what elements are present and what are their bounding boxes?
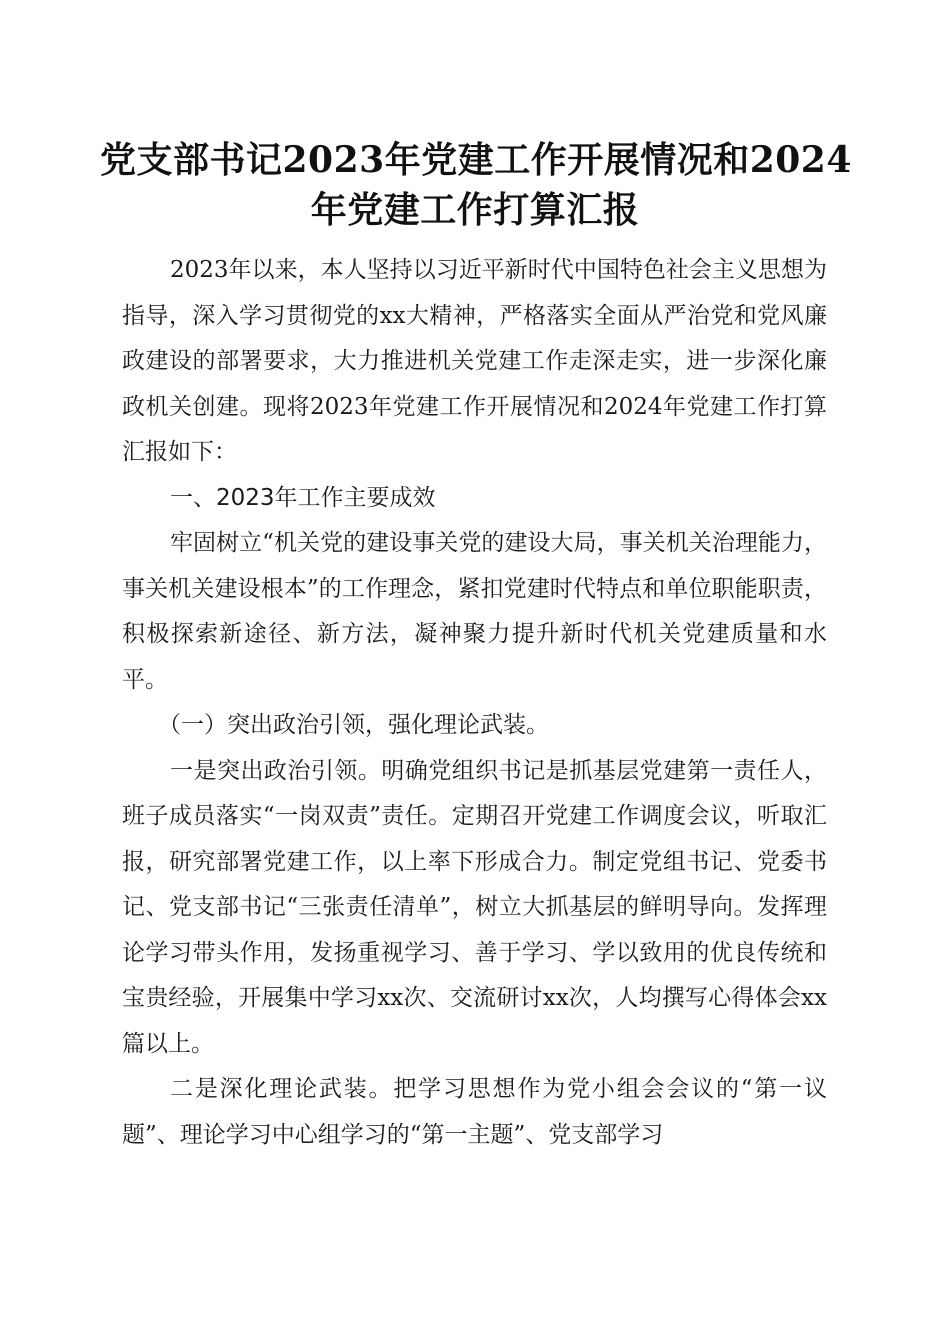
title-line-1: 党支部书记2023年党建工作开展情况和2024 (100, 139, 852, 181)
point-1-lead: 一是突出政治引领。 (170, 757, 382, 784)
point-1-paragraph (122, 749, 827, 1068)
point-2-lead: 二是深化理论武装。 (170, 1076, 394, 1102)
subsection-1-heading: （一）突出政治引领，强化理论武装。 (158, 712, 549, 738)
point-2-body: 把学习思想作为党小组会会议的“第一议题”、理论学习中心组学习的“第一主题”、党支部学习 (122, 1076, 828, 1148)
point-2-paragraph (122, 1067, 827, 1158)
point-1-body: 明确党组织书记是抓基层党建第一责任人，班子成员落实“一岗双责”责任。定期召开党建工作调度会议，听取汇报，研究部署党建工作，以上率下形成合力。制定党组书记、党委书记、党支部书记“三张责任清单”，树立大抓基层的鲜明导向。发挥理论学习带头作用，发扬重视学习、善于学习、学以致用的优良传统和宝贵经验，开展集中学习xx次、交流研讨xx次，人均撰写心得体会xx篇以上。 (122, 757, 828, 1057)
section-1-intro: 牢固树立“机关党的建设事关党的建设大局，事关机关治理能力，事关机关建设根本”的工作理念，紧扣党建时代特点和单位职能职责，积极探索新途径、新方法，凝神聚力提升新时代机关党建质量和水平。 (122, 530, 827, 693)
section-1-heading: 一、2023年工作主要成效 (170, 484, 436, 511)
document-body (122, 248, 827, 1158)
title-line-2: 年党建工作打算汇报 (310, 189, 640, 231)
intro-paragraph: 2023年以来，本人坚持以习近平新时代中国特色社会主义思想为指导，深入学习贯彻党的xx大精神，严格落实全面从严治党和党风廉政建设的部署要求，大力推进机关党建工作走深走实，进一步深化廉政机关创建。现将2023年党建工作开展情况和2024年党建工作打算汇报如下： (122, 257, 827, 465)
document-title (100, 135, 850, 235)
